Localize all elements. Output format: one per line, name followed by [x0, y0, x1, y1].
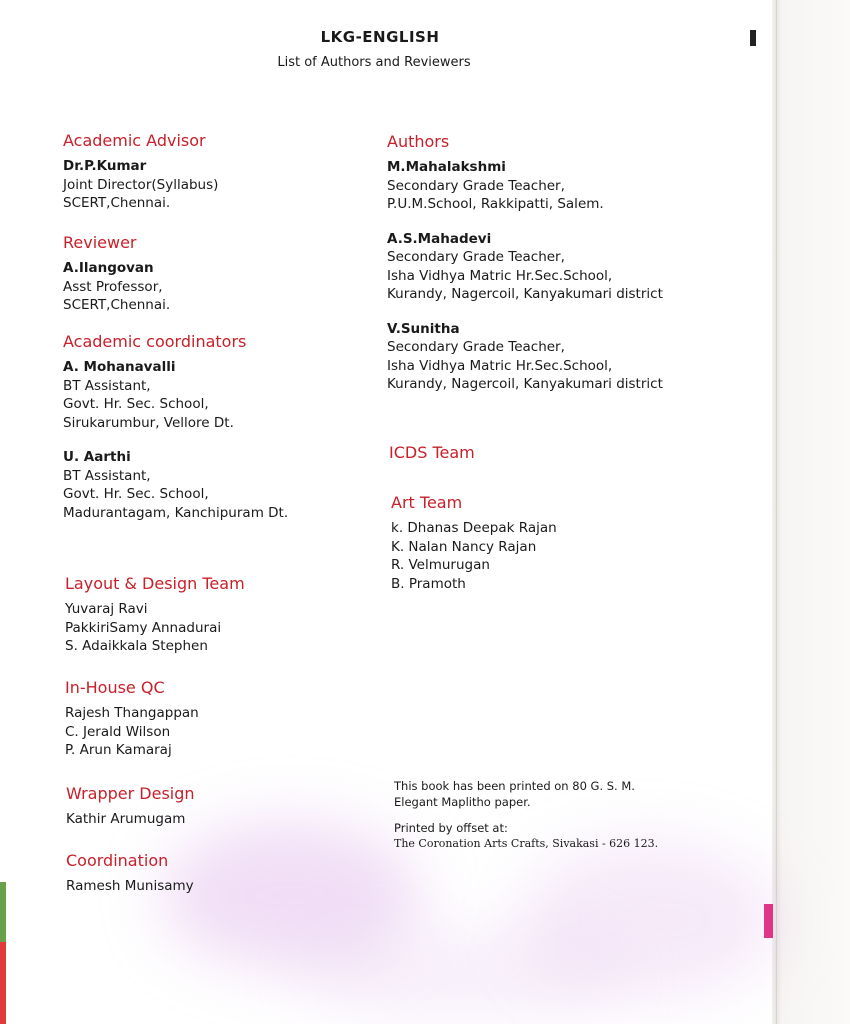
team-member: B. Pramoth [391, 575, 466, 592]
author-entry [387, 158, 663, 214]
team-member: Kathir Arumugam [66, 811, 186, 827]
ink-stain [300, 930, 620, 1020]
person-detail: Secondary Grade Teacher, [387, 177, 565, 194]
person-detail: SCERT,Chennai. [63, 297, 171, 313]
person-detail: Joint Director(Syllabus) [63, 176, 219, 193]
academic-coordinators-section [63, 332, 288, 538]
person-name: A. Mohanavalli [63, 359, 176, 375]
author-entry [387, 320, 663, 394]
inhouse-qc-section [65, 678, 199, 760]
team-member: Yuvaraj Ravi [65, 601, 148, 617]
person-name: M.Mahalakshmi [387, 159, 506, 175]
person-name: A.S.Mahadevi [387, 230, 492, 247]
person-name: V.Sunitha [387, 320, 460, 337]
person-name: A.Ilangovan [63, 260, 154, 276]
team-member: K. Nalan Nancy Rajan [391, 538, 537, 555]
wrapper-design-section [66, 784, 195, 829]
page-title: LKG-ENGLISH [320, 28, 440, 46]
page-fold [776, 0, 777, 1024]
edge-marker-pink [764, 904, 773, 938]
academic-advisor-section [63, 131, 218, 213]
person-detail: Secondary Grade Teacher, [387, 249, 565, 265]
coordinator-entry [63, 448, 288, 522]
section-heading: Art Team [391, 493, 463, 512]
team-member: R. Velmurugan [391, 557, 490, 573]
section-heading: Authors [387, 132, 450, 151]
person-detail: BT Assistant, [63, 377, 151, 394]
section-heading: Academic Advisor [63, 131, 206, 150]
team-member: Ramesh Munisamy [66, 878, 194, 894]
page-subtitle: List of Authors and Reviewers [277, 55, 471, 70]
person-detail: Isha Vidhya Matric Hr.Sec.School, [387, 357, 613, 374]
section-heading: Reviewer [63, 233, 137, 252]
person-name: Dr.P.Kumar [63, 158, 147, 174]
section-heading: Coordination [66, 851, 169, 870]
person-detail: Govt. Hr. Sec. School, [63, 486, 209, 502]
section-heading: Layout & Design Team [65, 574, 245, 593]
team-member: k. Dhanas Deepak Rajan [391, 520, 557, 536]
person-detail: SCERT,Chennai. [63, 195, 171, 211]
printed-by-label: Printed by offset at: [394, 821, 508, 835]
section-heading: ICDS Team [389, 443, 475, 462]
person-detail: Kurandy, Nagercoil, Kanyakumari district [387, 376, 663, 392]
reviewer-section [63, 233, 170, 315]
person-detail: Asst Professor, [63, 278, 163, 295]
coordinator-entry [63, 358, 288, 432]
person-detail: P.U.M.School, Rakkipatti, Salem. [387, 196, 604, 212]
layout-design-section [65, 574, 245, 656]
team-member: P. Arun Kamaraj [65, 742, 172, 758]
ink-stain [520, 840, 780, 1000]
page-edge [772, 0, 850, 1024]
section-heading: Academic coordinators [63, 332, 247, 351]
printer-note [394, 820, 658, 852]
cover-strip [0, 882, 6, 1024]
section-heading: Wrapper Design [66, 784, 195, 803]
person-name: U. Aarthi [63, 449, 131, 465]
person-detail: Sirukarumbur, Vellore Dt. [63, 414, 234, 431]
art-team-section [391, 493, 557, 593]
person-detail: Madurantagam, Kanchipuram Dt. [63, 504, 289, 521]
printer-name: The Coronation Arts Crafts, Sivakasi - 626 123. [394, 837, 659, 850]
person-detail: Isha Vidhya Matric Hr.Sec.School, [387, 267, 613, 284]
person-detail: Govt. Hr. Sec. School, [63, 396, 209, 412]
team-member: C. Jerald Wilson [65, 723, 171, 740]
team-member: PakkiriSamy Annadurai [65, 619, 222, 636]
team-member: S. Adaikkala Stephen [65, 638, 208, 654]
ink-stain [160, 820, 420, 970]
paper-line: This book has been printed on 80 G. S. M. [394, 779, 635, 793]
icds-team-section [389, 443, 475, 469]
paper-note [394, 778, 635, 810]
coordination-section [66, 851, 194, 896]
person-detail: Kurandy, Nagercoil, Kanyakumari district [387, 286, 663, 302]
author-entry [387, 230, 663, 304]
person-detail: BT Assistant, [63, 467, 151, 484]
team-member: Rajesh Thangappan [65, 705, 199, 721]
authors-section [387, 132, 663, 410]
paper-line: Elegant Maplitho paper. [394, 795, 531, 809]
section-heading: In-House QC [65, 678, 165, 697]
person-detail: Secondary Grade Teacher, [387, 339, 565, 355]
